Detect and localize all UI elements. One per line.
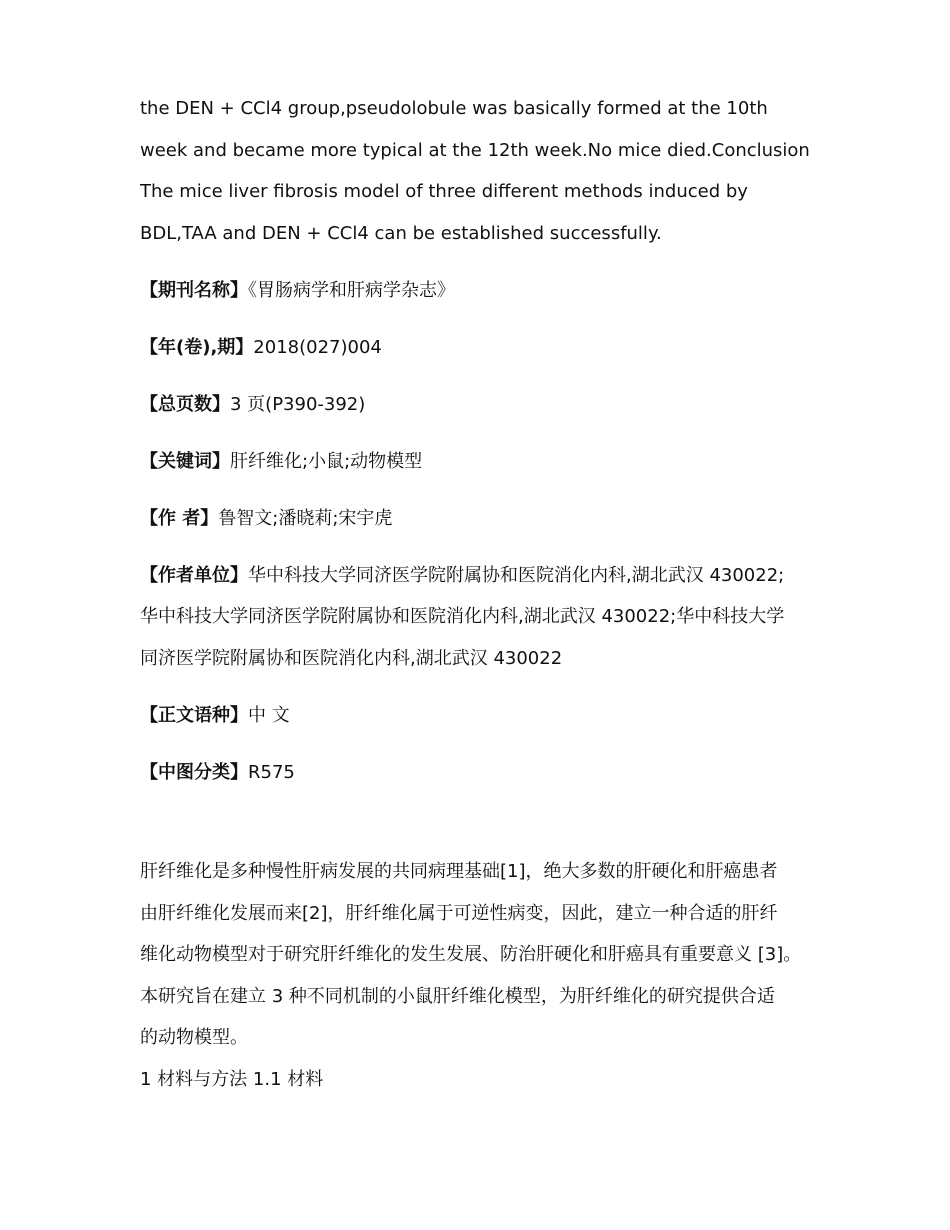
- pages-field: [140, 393, 365, 417]
- classification-label: 【中图分类】: [140, 762, 248, 783]
- abstract-line-1: the DEN + CCl4 group,pseudolobule was basically formed at the 10th: [140, 98, 768, 119]
- year-issue-field: [140, 336, 382, 360]
- body-line-3: 维化动物模型对于研究肝纤维化的发生发展、防治肝硬化和肝癌具有重要意义 [3]。: [140, 944, 802, 965]
- body-line-5: 的动物模型。: [140, 1027, 248, 1048]
- section-heading: 1 材料与方法 1.1 材料: [140, 1069, 324, 1090]
- classification-value: R575: [248, 762, 295, 783]
- keywords-value: 肝纤维化;小鼠;动物模型: [230, 451, 423, 472]
- abstract-line-2: week and became more typical at the 12th week.No mice died.Conclusion: [140, 140, 810, 161]
- keywords-field: [140, 450, 422, 474]
- year-issue-value: 2018(027)004: [253, 337, 382, 358]
- year-issue-label: 【年(卷),期】: [140, 337, 254, 358]
- language-value: 中 文: [248, 705, 290, 726]
- affiliation-label: 【作者单位】: [140, 565, 248, 586]
- affiliation-field: [140, 564, 784, 588]
- affiliation-value-line-3: 同济医学院附属协和医院消化内科,湖北武汉 430022: [140, 648, 563, 669]
- keywords-label: 【关键词】: [140, 451, 230, 472]
- journal-value: 《胃肠病学和肝病学杂志》: [248, 280, 455, 301]
- affiliation-value-line-1: 华中科技大学同济医学院附属协和医院消化内科,湖北武汉 430022;: [248, 565, 785, 586]
- authors-label: 【作 者】: [140, 508, 219, 529]
- abstract-line-4: BDL,TAA and DEN + CCl4 can be established successfully.: [140, 223, 662, 244]
- affiliation-value-line-2: 华中科技大学同济医学院附属协和医院消化内科,湖北武汉 430022;华中科技大学: [140, 606, 785, 627]
- journal-label: 【期刊名称】: [140, 280, 248, 301]
- language-field: [140, 704, 290, 728]
- body-line-4: 本研究旨在建立 3 种不同机制的小鼠肝纤维化模型，为肝纤维化的研究提供合适: [140, 986, 775, 1007]
- language-label: 【正文语种】: [140, 705, 248, 726]
- body-line-1: 肝纤维化是多种慢性肝病发展的共同病理基础[1]，绝大多数的肝硬化和肝癌患者: [140, 861, 778, 882]
- authors-value: 鲁智文;潘晓莉;宋宇虎: [218, 508, 393, 529]
- pages-value: 3 页(P390-392): [230, 394, 366, 415]
- classification-field: [140, 761, 295, 785]
- abstract-line-3: The mice liver fibrosis model of three different methods induced by: [140, 181, 748, 202]
- authors-field: [140, 507, 392, 531]
- body-line-2: 由肝纤维化发展而来[2]，肝纤维化属于可逆性病变，因此，建立一种合适的肝纤: [140, 903, 778, 924]
- pages-label: 【总页数】: [140, 394, 230, 415]
- journal-field: [140, 279, 455, 303]
